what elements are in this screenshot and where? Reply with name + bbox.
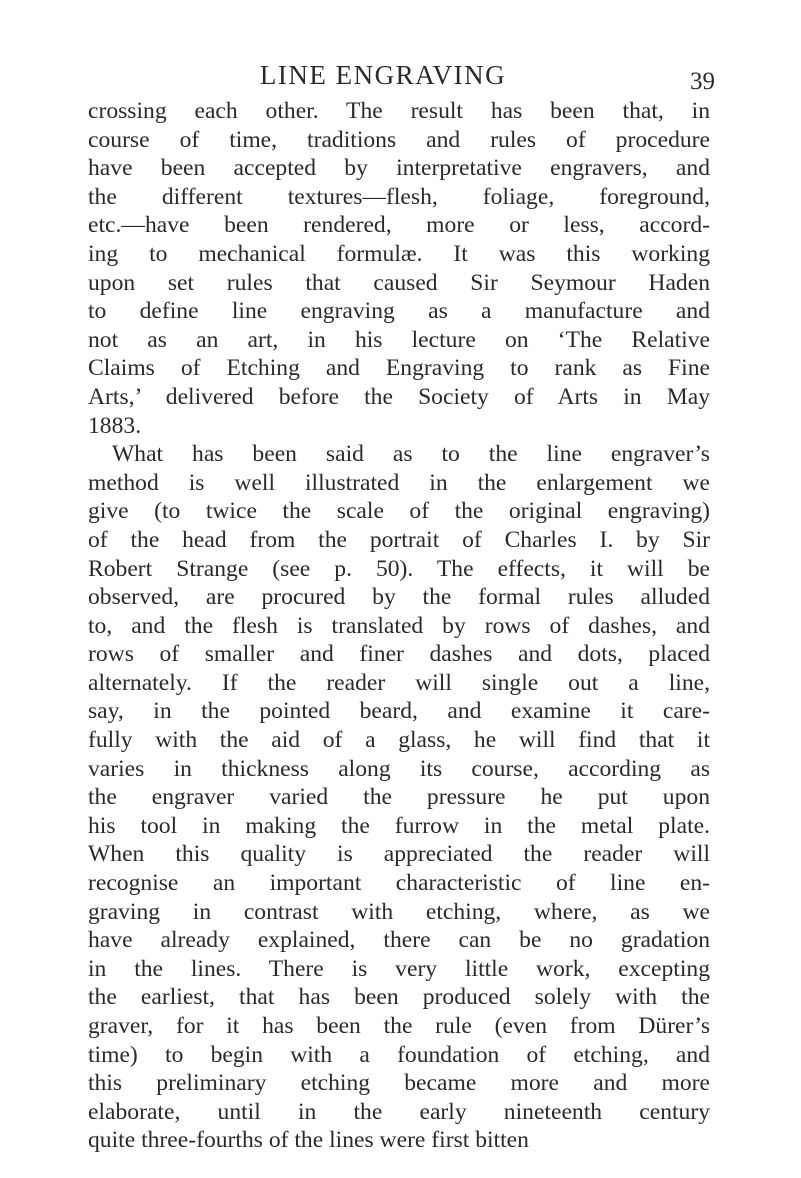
text-line: his tool in making the furrow in the metal plate. [88, 812, 710, 839]
text-line: varies in thickness along its course, according as [88, 755, 710, 782]
text-line: the different textures—flesh, foliage, foreground, [88, 183, 710, 210]
text-line: rows of smaller and finer dashes and dots, placed [88, 641, 710, 668]
text-line: this preliminary etching became more and more [88, 1070, 710, 1097]
text-line: Robert Strange (see p. 50). The effects, it will be [88, 555, 710, 582]
text-line: method is well illustrated in the enlargement we [88, 469, 710, 496]
text-line: Claims of Etching and Engraving to rank as Fine [88, 355, 710, 382]
text-line: etc.—have been rendered, more or less, accord- [88, 212, 710, 239]
text-line: crossing each other. The result has been that, in [88, 98, 710, 124]
text-line: quite three-fourths of the lines were first bitten [88, 1127, 529, 1154]
body-text [88, 97, 710, 1155]
text-line: course of time, traditions and rules of procedure [88, 126, 710, 153]
text-line: time) to begin with a foundation of etching, and [88, 1041, 710, 1068]
running-title: LINE ENGRAVING [259, 60, 507, 90]
text-line: to define line engraving as a manufacture and [88, 298, 710, 325]
text-line: elaborate, until in the early nineteenth century [88, 1098, 710, 1125]
text-line: observed, are procured by the formal rules alluded [88, 584, 710, 611]
text-line: recognise an important characteristic of line en- [88, 870, 710, 897]
text-line: graving in contrast with etching, where, as we [88, 898, 710, 925]
text-line: to, and the flesh is translated by rows of dashes, and [88, 612, 710, 639]
text-line: have been accepted by interpretative engravers, and [88, 155, 710, 182]
text-line: say, in the pointed beard, and examine it care- [88, 698, 710, 725]
text-line: have already explained, there can be no gradation [88, 927, 710, 954]
text-line: of the head from the portrait of Charles I. by Sir [88, 526, 710, 553]
text-line: alternately. If the reader will single out a line, [88, 669, 710, 696]
text-line: upon set rules that caused Sir Seymour Haden [88, 269, 710, 296]
text-line: fully with the aid of a glass, he will find that it [88, 727, 710, 754]
text-line: the earliest, that has been produced solely with the [88, 984, 710, 1011]
running-header [0, 60, 801, 100]
text-line: graver, for it has been the rule (even from Dürer’s [88, 1013, 710, 1039]
text-line: When this quality is appreciated the reader will [88, 841, 710, 868]
text-line: 1883. [88, 412, 142, 439]
text-line: Arts,’ delivered before the Society of Arts in May [88, 383, 710, 410]
text-line: give (to twice the scale of the original engraving) [88, 498, 710, 525]
text-line: ing to mechanical formulæ. It was this working [88, 240, 710, 267]
text-line: What has been said as to the line engraver’s [112, 441, 710, 468]
page-number: 39 [690, 68, 715, 95]
paragraph-2 [88, 440, 710, 1155]
text-line: not as an art, in his lecture on ‘The Relative [88, 326, 710, 353]
text-line: in the lines. There is very little work, excepting [88, 955, 710, 982]
text-line: the engraver varied the pressure he put upon [88, 784, 710, 811]
paragraph-1 [88, 97, 710, 440]
